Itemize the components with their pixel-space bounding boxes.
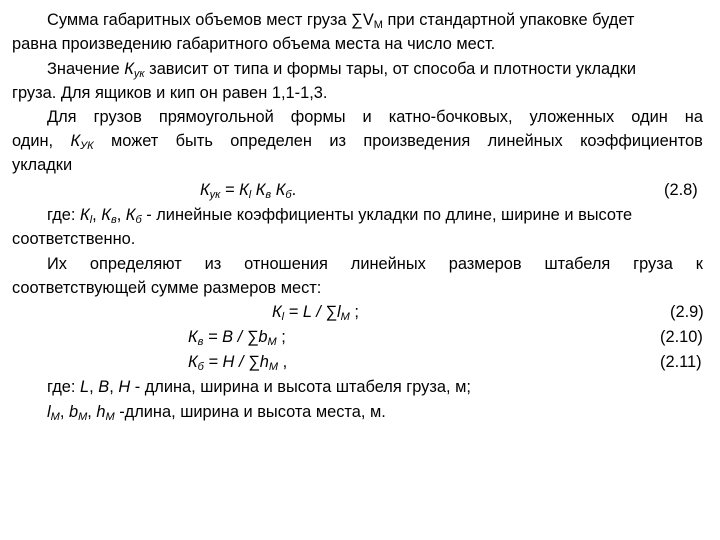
- formula-2-11: $К_б = Н / \sum h_М$ ,: [188, 353, 288, 373]
- formula-number-2-9: (2.9): [670, 303, 704, 321]
- paragraph-2-line-2: груза. Для ящиков и кип он равен 1,1-1,3.: [12, 84, 328, 102]
- paragraph-3-line-1: Для грузов прямоугольной формы и катно-бочковых, уложенных один на: [47, 108, 703, 126]
- paragraph-3-line-2: один, $К_{УК}$ может быть определен из произведения линейных коэффициентов: [12, 132, 703, 152]
- paragraph-5-line-1: Их определяют из отношения линейных размеров штабеля груза к: [47, 255, 703, 273]
- paragraph-4-line-2: соответственно.: [12, 230, 136, 248]
- paragraph-3-line-3: укладки: [12, 156, 73, 174]
- paragraph-6: где: L, B, H - длина, ширина и высота штабеля груза, м;: [47, 378, 471, 396]
- formula-2-10: $К_в = В / \sum b_М$ ;: [188, 328, 286, 348]
- paragraph-2-line-1: Значение $К_{ук}$ зависит от типа и формы тары, от способа и плотности укладки: [47, 60, 637, 80]
- formula-number-2-8: (2.8): [664, 181, 698, 199]
- paragraph-1-line-2: равна произведению габаритного объема места на число мест.: [12, 35, 496, 53]
- formula-2-8: $К_{ук} = К_l$ $К_в$ $К_б$.: [200, 181, 297, 201]
- formula-number-2-11: (2.11): [660, 353, 702, 371]
- paragraph-4-line-1: где: $К_l$, $К_в$, $К_б$ - линейные коэффициенты укладки по длине, ширине и высоте: [47, 206, 633, 226]
- formula-2-9: $К_l = L / \sum l_М$ ;: [272, 303, 359, 323]
- paragraph-5-line-2: соответствующей сумме размеров мест:: [12, 279, 322, 297]
- paragraph-7: $l_М$, $b_М$, $h_М$ -длина, ширина и высота места, м.: [47, 403, 386, 423]
- paragraph-1-line-1: Сумма габаритных объемов мест груза $\sum V_М$ при стандартной упаковке будет: [47, 11, 635, 31]
- formula-number-2-10: (2.10): [660, 328, 703, 346]
